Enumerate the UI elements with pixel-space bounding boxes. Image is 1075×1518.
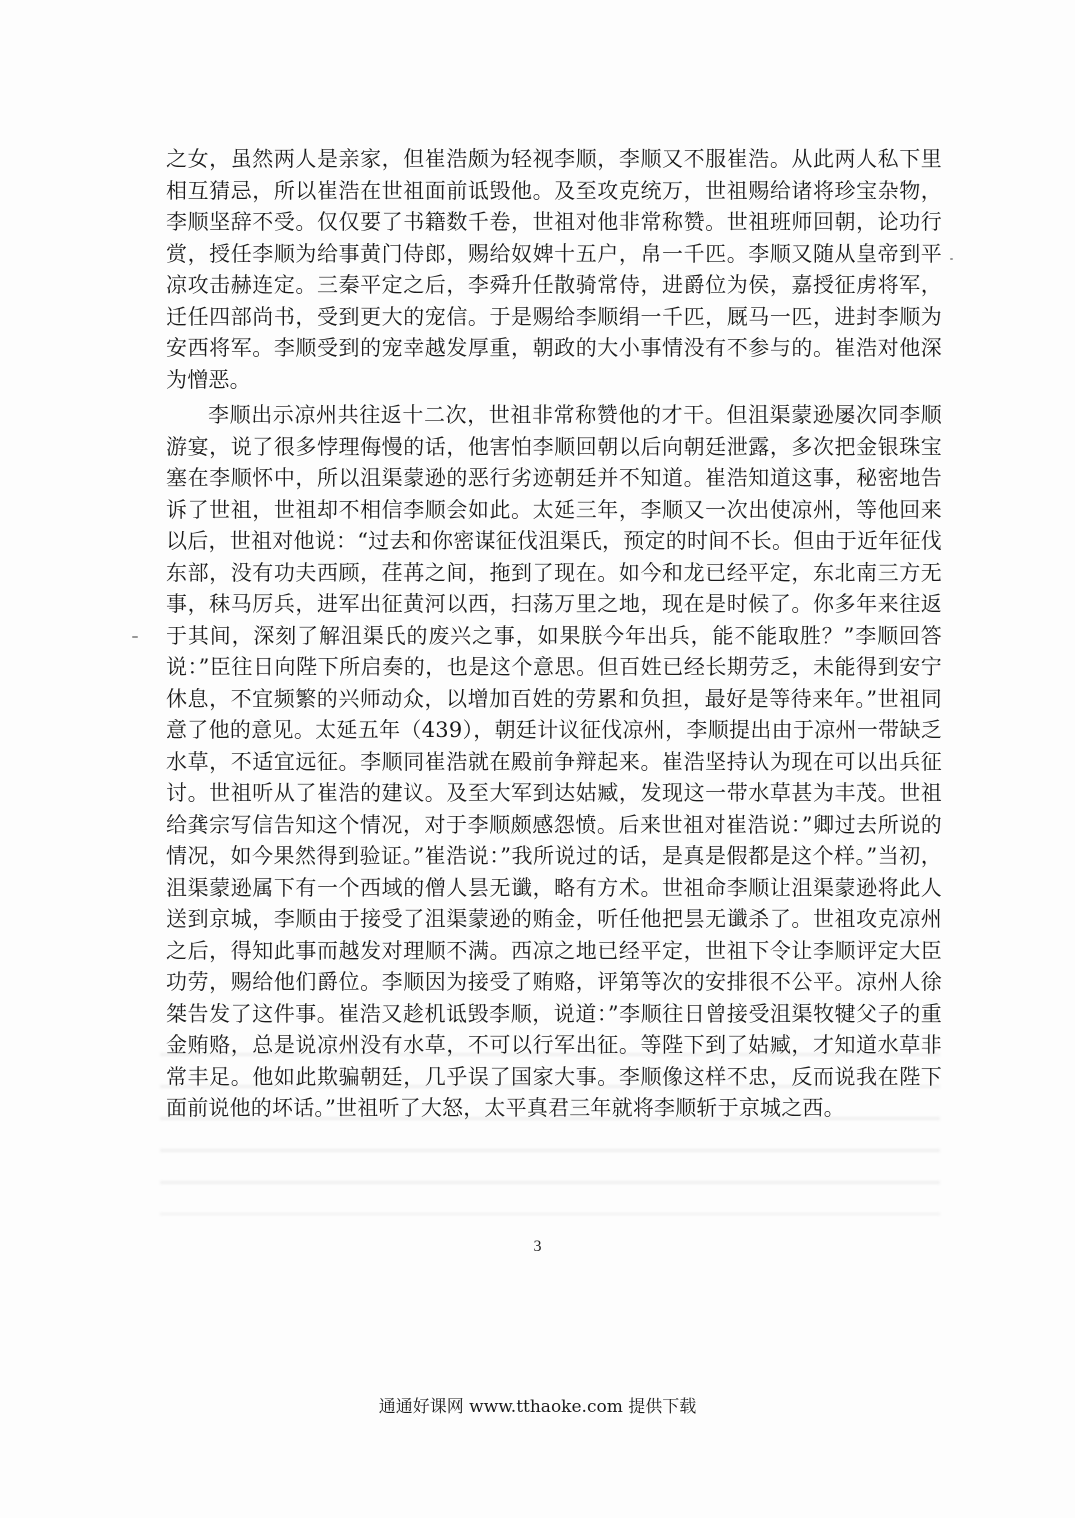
page-number: 3 [533, 1238, 542, 1255]
paragraph-2: 李顺出示凉州共往返十二次，世祖非常称赞他的才干。但沮渠蒙逊屡次同李顺游宴，说了很多悖理侮慢的话，他害怕李顺回朝以后向朝廷泄露，多次把金银珠宝塞在李顺怀中，所以沮渠蒙逊的恶行劣迹朝廷并不知道。崔浩知道这事，秘密地告诉了世祖，世祖却不相信李顺会如此。太延三年，李顺又一次出使凉州，等他回来以后，世祖对他说：“过去和你密谋征伐沮渠氏，预定的时间不长。但由于近年征伐东部，没有功夫西顾，荏苒之间，拖到了现在。如今和龙已经平定，东北南三方无事，秣马厉兵，进军出征黄河以西，扫荡万里之地，现在是时候了。你多年来往返于其间，深刻了解沮渠氏的废兴之事，如果朕今年出兵，能不能取胜？”李顺回答说：”臣往日向陛下所启奏的，也是这个意思。但百姓已经长期劳乏，未能得到安宁休息，不宜频繁的兴师动众，以增加百姓的劳累和负担，最好是等待来年。”世祖同意了他的意见。太延五年（439），朝廷计议征伐凉州，李顺提出由于凉州一带缺乏水草，不适宜远征。李顺同崔浩就在殿前争辩起来。崔浩坚持认为现在可以出兵征讨。世祖听从了崔浩的建议。及至大军到达姑臧，发现这一带水草甚为丰茂。世祖给龚宗写信告知这个情况，对于李顺颇感怨愤。后来世祖对崔浩说：”卿过去所说的情况，如今果然得到验证。”崔浩说：”我所说过的话，是真是假都是这个样。”当初，沮渠蒙逊属下有一个西域的僧人昙无谶，略有方术。世祖命李顺让沮渠蒙逊将此人送到京城，李顺由于接受了沮渠蒙逊的贿金，听任他把昙无谶杀了。世祖攻克凉州之后，得知此事而越发对理顺不满。西凉之地已经平定，世祖下令让李顺评定大臣功劳，赐给他们爵位。李顺因为接受了贿赂，评第等次的安排很不公平。凉州人徐桀告发了这件事。崔浩又趁机诋毁李顺，说道：”李顺往日曾接受沮渠牧犍父子的重金贿赂，总是说凉州没有水草，不可以行军出征。等陛下到了姑臧，才知道水草非常丰足。他如此欺骗朝廷，几乎误了国家大事。李顺像这样不忠，反而说我在陛下面前说他的坏话。”世祖听了大怒，太平真君三年就将李顺斩于京城之西。 [166, 403, 942, 1120]
scan-speck [950, 258, 953, 260]
footer-credit: 通通好课网 www.tthaoke.com 提供下载 [378, 1397, 697, 1417]
body-text [166, 144, 942, 1129]
paragraph-1: 之女，虽然两人是亲家，但崔浩颇为轻视李顺，李顺又不服崔浩。从此两人私下里相互猜忌，所以崔浩在世祖面前诋毁他。及至攻克统万，世祖赐给诸将珍宝杂物，李顺坚辞不受。仅仅要了书籍数千卷，世祖对他非常称赞。世祖班师回朝，论功行赏，授任李顺为给事黄门侍郎，赐给奴婢十五户，帛一千匹。李顺又随从皇帝到平凉攻击赫连定。三秦平定之后，李舜升任散骑常侍，进爵位为侯，嘉授征虏将军，迁任四部尚书，受到更大的宠信。于是赐给李顺绢一千匹，厩马一匹，进封李顺为安西将军。李顺受到的宠幸越发厚重，朝政的大小事情没有不参与的。崔浩对他深为憎恶。 [166, 147, 942, 392]
bleed-through-shadow [160, 1035, 940, 1215]
scan-speck [132, 636, 138, 638]
